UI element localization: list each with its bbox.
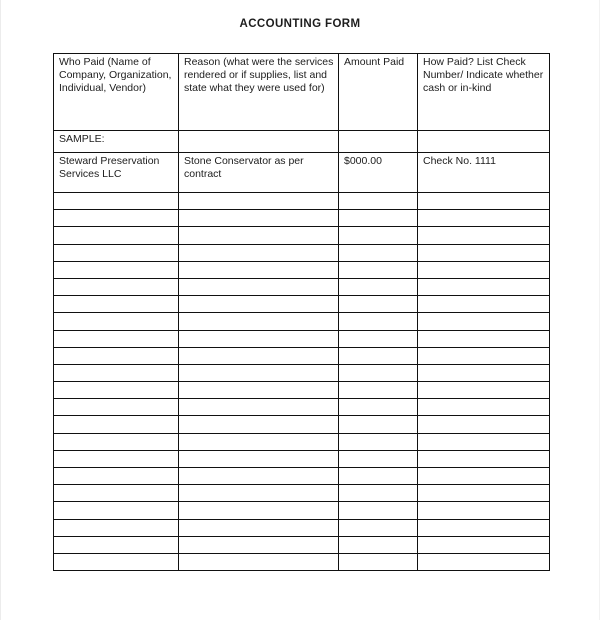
cell-reason-empty[interactable] bbox=[179, 536, 339, 553]
cell-amount-paid-empty[interactable] bbox=[339, 347, 418, 364]
cell-who-paid[interactable]: Steward Preservation Services LLC bbox=[54, 153, 179, 193]
cell-reason-empty[interactable] bbox=[179, 313, 339, 330]
cell-who-paid-empty[interactable] bbox=[54, 278, 179, 295]
column-header-reason: Reason (what were the services rendered or if supplies, list and state what they were used for) bbox=[179, 54, 339, 131]
cell-who-paid-empty[interactable] bbox=[54, 313, 179, 330]
sample-label-cell-amount bbox=[339, 131, 418, 153]
cell-amount-paid-empty[interactable] bbox=[339, 330, 418, 347]
table-row-empty[interactable] bbox=[54, 536, 550, 553]
cell-who-paid-empty[interactable] bbox=[54, 416, 179, 433]
cell-amount-paid-empty[interactable] bbox=[339, 296, 418, 313]
cell-how-paid-empty[interactable] bbox=[418, 330, 550, 347]
cell-reason-empty[interactable] bbox=[179, 399, 339, 416]
cell-reason-empty[interactable] bbox=[179, 193, 339, 210]
cell-how-paid-empty[interactable] bbox=[418, 193, 550, 210]
cell-amount-paid-empty[interactable] bbox=[339, 468, 418, 485]
sample-label: SAMPLE: bbox=[54, 131, 179, 153]
column-header-amount-paid: Amount Paid bbox=[339, 54, 418, 131]
cell-how-paid-empty[interactable] bbox=[418, 450, 550, 467]
table-row-empty[interactable] bbox=[54, 261, 550, 278]
cell-how-paid-empty[interactable] bbox=[418, 278, 550, 295]
cell-reason-empty[interactable] bbox=[179, 416, 339, 433]
cell-how-paid-empty[interactable] bbox=[418, 536, 550, 553]
sample-label-row bbox=[54, 131, 550, 153]
table-row-empty[interactable] bbox=[54, 364, 550, 381]
table-row[interactable] bbox=[54, 153, 550, 193]
cell-how-paid-empty[interactable] bbox=[418, 416, 550, 433]
cell-how-paid-empty[interactable] bbox=[418, 364, 550, 381]
cell-amount-paid-empty[interactable] bbox=[339, 261, 418, 278]
table-row-empty[interactable] bbox=[54, 347, 550, 364]
table-row-empty[interactable] bbox=[54, 399, 550, 416]
accounting-table-container bbox=[53, 53, 549, 571]
cell-amount-paid-empty[interactable] bbox=[339, 416, 418, 433]
cell-amount-paid-empty[interactable] bbox=[339, 502, 418, 519]
cell-reason-empty[interactable] bbox=[179, 261, 339, 278]
cell-reason-empty[interactable] bbox=[179, 330, 339, 347]
table-row-empty[interactable] bbox=[54, 450, 550, 467]
cell-amount-paid-empty[interactable] bbox=[339, 227, 418, 244]
cell-reason-empty[interactable] bbox=[179, 296, 339, 313]
cell-reason[interactable]: Stone Conservator as per contract bbox=[179, 153, 339, 193]
cell-who-paid-empty[interactable] bbox=[54, 502, 179, 519]
cell-who-paid-empty[interactable] bbox=[54, 450, 179, 467]
cell-reason-empty[interactable] bbox=[179, 468, 339, 485]
page-title: ACCOUNTING FORM bbox=[239, 18, 361, 30]
table-header-row bbox=[54, 54, 550, 131]
cell-how-paid-empty[interactable] bbox=[418, 485, 550, 502]
table-row-empty[interactable] bbox=[54, 244, 550, 261]
cell-how-paid-empty[interactable] bbox=[418, 519, 550, 536]
table-row-empty[interactable] bbox=[54, 502, 550, 519]
sample-label-cell-how-paid bbox=[418, 131, 550, 153]
cell-how-paid-empty[interactable] bbox=[418, 244, 550, 261]
sample-label-cell-reason bbox=[179, 131, 339, 153]
cell-amount-paid-empty[interactable] bbox=[339, 536, 418, 553]
cell-who-paid-empty[interactable] bbox=[54, 433, 179, 450]
cell-who-paid-empty[interactable] bbox=[54, 468, 179, 485]
cell-who-paid-empty[interactable] bbox=[54, 227, 179, 244]
cell-who-paid-empty[interactable] bbox=[54, 364, 179, 381]
cell-how-paid-empty[interactable] bbox=[418, 468, 550, 485]
cell-reason-empty[interactable] bbox=[179, 227, 339, 244]
cell-who-paid-empty[interactable] bbox=[54, 536, 179, 553]
cell-how-paid-empty[interactable] bbox=[418, 399, 550, 416]
cell-how-paid-empty[interactable] bbox=[418, 313, 550, 330]
cell-amount-paid-empty[interactable] bbox=[339, 399, 418, 416]
cell-amount-paid-empty[interactable] bbox=[339, 244, 418, 261]
cell-amount-paid[interactable]: $000.00 bbox=[339, 153, 418, 193]
table-row-empty[interactable] bbox=[54, 468, 550, 485]
cell-who-paid-empty[interactable] bbox=[54, 296, 179, 313]
cell-how-paid[interactable]: Check No. 1111 bbox=[418, 153, 550, 193]
cell-who-paid-empty[interactable] bbox=[54, 553, 179, 570]
accounting-table-body bbox=[54, 54, 550, 571]
cell-who-paid-empty[interactable] bbox=[54, 399, 179, 416]
table-row-empty[interactable] bbox=[54, 553, 550, 570]
cell-reason-empty[interactable] bbox=[179, 244, 339, 261]
cell-reason-empty[interactable] bbox=[179, 278, 339, 295]
table-row-empty[interactable] bbox=[54, 433, 550, 450]
cell-how-paid-empty[interactable] bbox=[418, 296, 550, 313]
table-row-empty[interactable] bbox=[54, 519, 550, 536]
column-header-who-paid: Who Paid (Name of Company, Organization, Individual, Vendor) bbox=[54, 54, 179, 131]
cell-amount-paid-empty[interactable] bbox=[339, 485, 418, 502]
cell-reason-empty[interactable] bbox=[179, 553, 339, 570]
cell-amount-paid-empty[interactable] bbox=[339, 313, 418, 330]
table-row-empty[interactable] bbox=[54, 313, 550, 330]
table-row-empty[interactable] bbox=[54, 382, 550, 399]
cell-who-paid-empty[interactable] bbox=[54, 485, 179, 502]
table-row-empty[interactable] bbox=[54, 227, 550, 244]
accounting-table bbox=[53, 53, 550, 571]
cell-who-paid-empty[interactable] bbox=[54, 261, 179, 278]
cell-reason-empty[interactable] bbox=[179, 364, 339, 381]
cell-how-paid-empty[interactable] bbox=[418, 433, 550, 450]
cell-who-paid-empty[interactable] bbox=[54, 193, 179, 210]
cell-how-paid-empty[interactable] bbox=[418, 210, 550, 227]
table-row-empty[interactable] bbox=[54, 296, 550, 313]
table-row-empty[interactable] bbox=[54, 278, 550, 295]
cell-who-paid-empty[interactable] bbox=[54, 382, 179, 399]
cell-who-paid-empty[interactable] bbox=[54, 210, 179, 227]
cell-reason-empty[interactable] bbox=[179, 502, 339, 519]
cell-reason-empty[interactable] bbox=[179, 519, 339, 536]
table-row-empty[interactable] bbox=[54, 210, 550, 227]
cell-amount-paid-empty[interactable] bbox=[339, 364, 418, 381]
cell-how-paid-empty[interactable] bbox=[418, 502, 550, 519]
cell-amount-paid-empty[interactable] bbox=[339, 210, 418, 227]
cell-how-paid-empty[interactable] bbox=[418, 382, 550, 399]
cell-amount-paid-empty[interactable] bbox=[339, 278, 418, 295]
cell-reason-empty[interactable] bbox=[179, 485, 339, 502]
cell-how-paid-empty[interactable] bbox=[418, 261, 550, 278]
cell-amount-paid-empty[interactable] bbox=[339, 193, 418, 210]
cell-reason-empty[interactable] bbox=[179, 382, 339, 399]
cell-amount-paid-empty[interactable] bbox=[339, 450, 418, 467]
cell-reason-empty[interactable] bbox=[179, 450, 339, 467]
cell-who-paid-empty[interactable] bbox=[54, 330, 179, 347]
table-row-empty[interactable] bbox=[54, 193, 550, 210]
cell-amount-paid-empty[interactable] bbox=[339, 382, 418, 399]
table-row-empty[interactable] bbox=[54, 330, 550, 347]
cell-how-paid-empty[interactable] bbox=[418, 553, 550, 570]
cell-who-paid-empty[interactable] bbox=[54, 244, 179, 261]
cell-reason-empty[interactable] bbox=[179, 210, 339, 227]
table-row-empty[interactable] bbox=[54, 416, 550, 433]
cell-reason-empty[interactable] bbox=[179, 347, 339, 364]
cell-reason-empty[interactable] bbox=[179, 433, 339, 450]
cell-who-paid-empty[interactable] bbox=[54, 347, 179, 364]
cell-who-paid-empty[interactable] bbox=[54, 519, 179, 536]
column-header-how-paid: How Paid? List Check Number/ Indicate whether cash or in-kind bbox=[418, 54, 550, 131]
cell-how-paid-empty[interactable] bbox=[418, 227, 550, 244]
cell-amount-paid-empty[interactable] bbox=[339, 553, 418, 570]
cell-amount-paid-empty[interactable] bbox=[339, 433, 418, 450]
cell-how-paid-empty[interactable] bbox=[418, 347, 550, 364]
cell-amount-paid-empty[interactable] bbox=[339, 519, 418, 536]
table-row-empty[interactable] bbox=[54, 485, 550, 502]
